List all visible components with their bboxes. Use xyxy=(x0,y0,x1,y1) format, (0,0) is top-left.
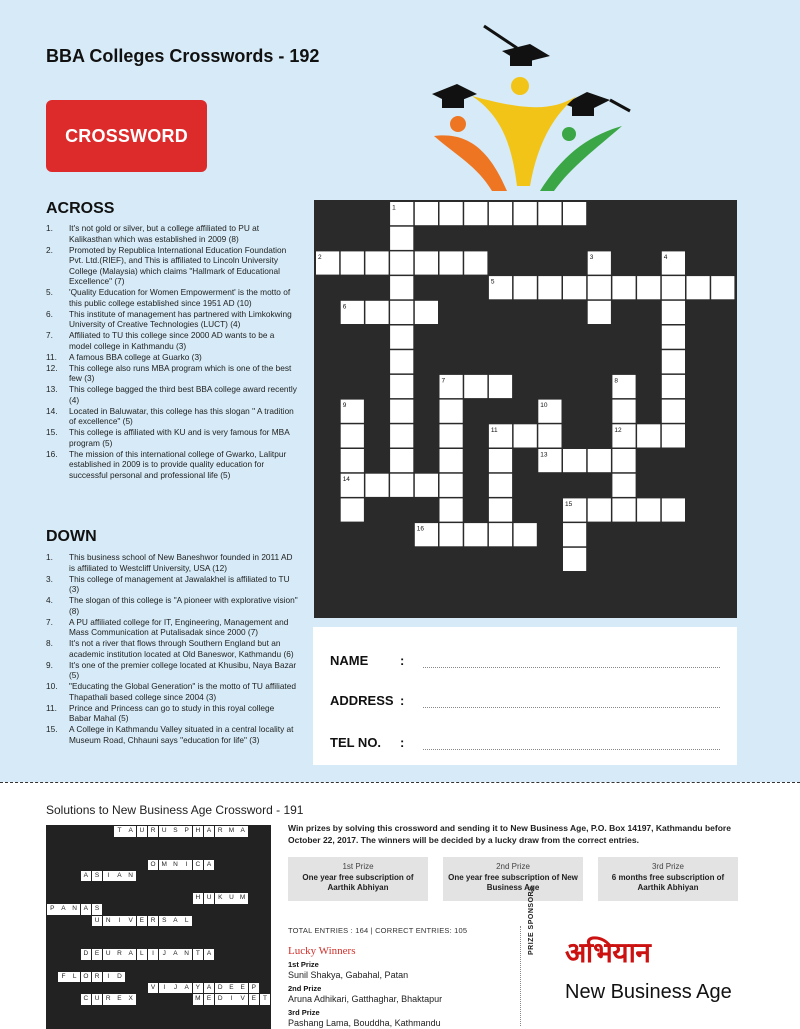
solution-cell: R xyxy=(148,826,159,837)
across-clue xyxy=(46,330,298,351)
grid-cell[interactable] xyxy=(464,375,487,398)
grid-cell[interactable] xyxy=(514,276,537,299)
solution-cell: I xyxy=(148,949,159,960)
clue-number: 8. xyxy=(46,638,53,648)
solution-cell: H xyxy=(193,893,204,904)
grid-cell[interactable] xyxy=(341,424,364,447)
grid-cell[interactable] xyxy=(662,350,685,373)
clue-text: This college bagged the third best BBA college award recently (4) xyxy=(69,384,297,405)
solution-cell: M xyxy=(193,994,204,1005)
grid-cell[interactable] xyxy=(612,474,635,497)
solution-cell: A xyxy=(204,983,215,994)
solution-cell: F xyxy=(58,972,69,983)
solution-cell: E xyxy=(237,983,248,994)
lucky-winners-title: Lucky Winners xyxy=(288,945,356,957)
graduation-cap-icon xyxy=(432,84,477,108)
tel-field[interactable] xyxy=(423,738,720,750)
clue-number: 13. xyxy=(46,384,58,394)
solution-cell: V xyxy=(148,983,159,994)
grid-cell[interactable] xyxy=(538,202,561,225)
grid-cell[interactable] xyxy=(440,424,463,447)
clue-number: 11. xyxy=(46,351,57,362)
grid-cell[interactable] xyxy=(514,202,537,225)
down-clue xyxy=(46,660,298,681)
down-clue xyxy=(46,617,298,638)
name-label: NAME xyxy=(330,653,369,668)
grid-cell[interactable] xyxy=(341,498,364,521)
clue-text: Located in Baluwatar, this college has this slogan " A tradition of excellence" (5) xyxy=(69,405,294,426)
down-clue xyxy=(46,638,298,659)
across-clue xyxy=(46,352,298,363)
across-clue xyxy=(46,287,298,308)
grid-number: 10 xyxy=(540,402,548,410)
solution-grid xyxy=(46,825,271,1029)
down-clue xyxy=(46,595,298,616)
grid-cell[interactable] xyxy=(440,202,463,225)
grid-number: 15 xyxy=(565,500,573,508)
grid-number: 5 xyxy=(490,278,495,286)
grid-cell[interactable] xyxy=(588,276,611,299)
grid-cell[interactable] xyxy=(687,276,710,299)
grid-cell[interactable] xyxy=(489,498,512,521)
clue-text: 'Quality Education for Women Empowerment' is the motto of this public college established since 1951 AD (10) xyxy=(69,287,291,308)
solution-cell: T xyxy=(193,949,204,960)
solution-cell: A xyxy=(170,949,181,960)
entry-form xyxy=(313,627,737,765)
solution-cell: D xyxy=(114,972,125,983)
prize-sponsors-label: PRIZE SPONSORS xyxy=(528,885,535,955)
winner-name: Pashang Lama, Bouddha, Kathmandu xyxy=(288,1018,441,1028)
across-heading: ACROSS xyxy=(46,200,115,217)
grid-cell[interactable] xyxy=(662,276,685,299)
solution-cell: E xyxy=(226,983,237,994)
across-clue xyxy=(46,309,298,330)
grid-number: 1 xyxy=(392,204,396,212)
grid-cell[interactable] xyxy=(390,251,413,274)
grid-cell[interactable] xyxy=(415,251,438,274)
clue-text: The mission of this international college of Gwarko, Lalitpur established in 2009 is to provide quality education for successful personal and professional life (5) xyxy=(69,448,287,480)
across-clue xyxy=(46,363,298,384)
grid-cell[interactable] xyxy=(440,449,463,472)
grid-cell[interactable] xyxy=(563,449,586,472)
grid-cell[interactable] xyxy=(415,202,438,225)
grid-number: 2 xyxy=(318,253,322,261)
solution-cell: M xyxy=(237,893,248,904)
clue-number: 1. xyxy=(46,552,53,562)
solution-cell: Y xyxy=(193,983,204,994)
solution-cell: E xyxy=(114,994,125,1005)
solution-cell: U xyxy=(137,826,148,837)
prize-desc: One year free subscription of New Business Age xyxy=(448,873,578,892)
solution-cell: N xyxy=(125,871,136,882)
solution-cell: U xyxy=(103,949,114,960)
grid-cell[interactable] xyxy=(489,523,512,546)
grid-cell[interactable] xyxy=(365,251,388,274)
grid-cell[interactable] xyxy=(440,474,463,497)
grid-cell[interactable] xyxy=(563,548,586,571)
grid-cell[interactable] xyxy=(588,301,611,324)
solution-cell: M xyxy=(159,860,170,871)
solution-cell: D xyxy=(81,949,92,960)
solution-cell: S xyxy=(92,904,103,915)
sponsor-divider xyxy=(520,926,521,1026)
winner-label: 2nd Prize xyxy=(288,984,322,993)
name-colon: : xyxy=(400,653,405,668)
solution-cell: I xyxy=(103,972,114,983)
solution-cell: R xyxy=(148,916,159,927)
solution-cell: A xyxy=(204,949,215,960)
solution-cell: I xyxy=(181,860,192,871)
across-clue xyxy=(46,384,298,405)
clue-number: 14. xyxy=(46,405,58,416)
sponsor-logo-new-business-age: New Business Age xyxy=(565,981,732,1003)
solution-cell: P xyxy=(47,904,58,915)
grid-cell[interactable] xyxy=(711,276,734,299)
clue-number: 9. xyxy=(46,659,53,670)
grid-cell[interactable] xyxy=(612,276,635,299)
grid-cell[interactable] xyxy=(390,276,413,299)
solution-cell: A xyxy=(204,860,215,871)
solution-cell: A xyxy=(237,826,248,837)
grid-cell[interactable] xyxy=(538,276,561,299)
grid-cell[interactable] xyxy=(588,449,611,472)
solution-cell: S xyxy=(159,916,170,927)
grid-number: 6 xyxy=(342,303,347,311)
clue-number: 2. xyxy=(46,244,53,255)
clue-number: 3. xyxy=(46,573,53,584)
solution-cell: L xyxy=(181,916,192,927)
grid-cell[interactable] xyxy=(440,523,463,546)
solution-cell: E xyxy=(249,994,260,1005)
grid-cell[interactable] xyxy=(390,227,413,250)
entries-count: TOTAL ENTRIES : 164 | CORRECT ENTRIES: 105 xyxy=(288,926,468,935)
prize-card-3 xyxy=(598,857,738,901)
down-clue-list xyxy=(46,552,298,746)
across-clue xyxy=(46,223,298,244)
grid-cell[interactable] xyxy=(341,449,364,472)
solutions-title: Solutions to New Business Age Crossword - 191 xyxy=(46,803,304,817)
clue-number: 6. xyxy=(46,308,53,319)
graduation-cap-icon xyxy=(484,26,550,66)
grid-cell[interactable] xyxy=(612,449,635,472)
grid-cell[interactable] xyxy=(390,474,413,497)
solution-cell: C xyxy=(193,860,204,871)
grid-cell[interactable] xyxy=(390,400,413,423)
solution-cell: R xyxy=(103,994,114,1005)
clue-text: This college also runs MBA program which is one of the best few (3) xyxy=(69,362,292,383)
promo-text: Win prizes by solving this crossword and sending it to New Business Age, P.O. Box 14197, Kathmandu before October 22, 2017. The winners will be decided by a lucky draw from the correct entries. xyxy=(288,823,731,845)
clue-text: This college is affiliated with KU and is very famous for MBA program (5) xyxy=(69,427,290,448)
grid-cell[interactable] xyxy=(365,301,388,324)
solution-cell: T xyxy=(260,994,271,1005)
grid-cell[interactable] xyxy=(464,202,487,225)
grid-cell[interactable] xyxy=(637,276,660,299)
solution-cell: L xyxy=(137,949,148,960)
graduation-cap-icon xyxy=(564,92,630,116)
solution-cell: T xyxy=(114,826,125,837)
across-clue xyxy=(46,427,298,448)
clue-text: Prince and Princess can go to study in this royal college Babar Mahal (5) xyxy=(69,702,275,723)
winner-name: Aruna Adhikari, Gatthaghar, Bhaktapur xyxy=(288,994,443,1004)
clue-text: The slogan of this college is "A pioneer with explorative vision" (8) xyxy=(69,595,298,616)
cut-line-divider xyxy=(0,782,800,783)
address-label: ADDRESS xyxy=(330,693,394,708)
clue-number: 1. xyxy=(46,223,53,233)
solution-cell: O xyxy=(81,972,92,983)
solution-cell: S xyxy=(170,826,181,837)
solution-cell: A xyxy=(81,871,92,882)
clue-number: 5. xyxy=(46,287,53,297)
down-clue xyxy=(46,703,298,724)
solution-cell: A xyxy=(58,904,69,915)
clue-text: Affiliated to TU this college since 2000 AD wants to be a model college in Kathmandu (3) xyxy=(69,330,275,351)
down-heading: DOWN xyxy=(46,528,97,545)
clue-number: 7. xyxy=(46,330,53,340)
grid-number: 13 xyxy=(540,451,548,459)
down-clue xyxy=(46,681,298,702)
grid-cell[interactable] xyxy=(489,474,512,497)
prize-card-2 xyxy=(443,857,583,901)
solution-cell: E xyxy=(92,949,103,960)
clue-text: It's one of the premier college located at Khusibu, Naya Bazar (5) xyxy=(69,659,297,680)
prize-desc: 6 months free subscription of Aarthik Abhiyan xyxy=(611,873,725,892)
solution-cell: I xyxy=(159,983,170,994)
grid-cell[interactable] xyxy=(662,326,685,349)
solution-cell: I xyxy=(114,916,125,927)
clue-text: This institute of management has partnered with Limkokwing University of Creative Technologies (LUCT) (4) xyxy=(69,308,292,329)
page-title: BBA Colleges Crosswords - 192 xyxy=(46,46,320,66)
tel-colon: : xyxy=(400,735,405,750)
grid-cell[interactable] xyxy=(489,202,512,225)
grid-cell[interactable] xyxy=(637,424,660,447)
grid-number: 9 xyxy=(342,402,347,410)
grid-number: 8 xyxy=(614,377,619,385)
grid-cell[interactable] xyxy=(662,375,685,398)
solution-cell: I xyxy=(103,871,114,882)
clue-number: 15. xyxy=(46,427,58,437)
clue-text: Promoted by Republica International Education Foundation Pvt. Ltd.(RIEF), and This is affiliated to Lincoln University College (Malaysia) which claims "Hallmark of Educational Excellence" (7) xyxy=(69,244,287,286)
grid-cell[interactable] xyxy=(489,449,512,472)
solution-cell: D xyxy=(215,994,226,1005)
solution-cell: A xyxy=(114,871,125,882)
solution-cell: X xyxy=(125,994,136,1005)
grid-cell[interactable] xyxy=(390,424,413,447)
grid-number: 14 xyxy=(342,476,350,484)
grid-number: 4 xyxy=(663,253,668,261)
grid-cell[interactable] xyxy=(538,424,561,447)
solution-cell: U xyxy=(92,916,103,927)
graduation-logo-icon xyxy=(412,16,642,196)
crossword-grid[interactable] xyxy=(314,200,737,618)
grid-cell[interactable] xyxy=(415,474,438,497)
solution-cell: U xyxy=(204,893,215,904)
clue-number: 10. xyxy=(46,681,58,691)
clue-number: 11. xyxy=(46,702,57,713)
solution-cell: K xyxy=(215,893,226,904)
grid-cell[interactable] xyxy=(390,375,413,398)
solution-cell: N xyxy=(69,904,80,915)
grid-cell[interactable] xyxy=(612,498,635,521)
solution-cell: U xyxy=(92,994,103,1005)
grid-cell[interactable] xyxy=(440,400,463,423)
address-field[interactable] xyxy=(423,696,720,708)
solution-cell: V xyxy=(237,994,248,1005)
solution-cell: R xyxy=(92,972,103,983)
grid-cell[interactable] xyxy=(563,523,586,546)
across-clue xyxy=(46,406,298,427)
clue-text: It's not a river that flows through Southern England but an academic institution located at Old Baneswor, Kathmandu (6) xyxy=(69,638,294,659)
solution-cell: A xyxy=(81,904,92,915)
clue-number: 4. xyxy=(46,595,53,605)
solution-cell: A xyxy=(125,949,136,960)
solution-cell: U xyxy=(159,826,170,837)
solution-cell: A xyxy=(125,826,136,837)
clue-text: A PU affiliated college for IT, Engineering, Management and Mass Communication at Putalisadak since 2000 (7) xyxy=(69,616,289,637)
solution-cell: H xyxy=(193,826,204,837)
prize-title: 2nd Prize xyxy=(496,862,530,871)
grid-cell[interactable] xyxy=(514,424,537,447)
prize-title: 3rd Prize xyxy=(651,862,684,871)
grid-cell[interactable] xyxy=(563,276,586,299)
across-clue xyxy=(46,245,298,287)
clue-text: "Educating the Global Generation" is the motto of TU affiliated Thapathali based college since 2004 (3) xyxy=(69,681,296,702)
grid-cell[interactable] xyxy=(440,498,463,521)
grid-number: 3 xyxy=(589,253,594,261)
prize-card-1 xyxy=(288,857,428,901)
address-colon: : xyxy=(400,693,405,708)
grid-cell[interactable] xyxy=(489,375,512,398)
solution-cell: P xyxy=(181,826,192,837)
solution-cell: D xyxy=(215,983,226,994)
grid-cell[interactable] xyxy=(514,523,537,546)
clue-text: A College in Kathmandu Valley situated in a central locality at Museum Road, Chhauni says "education for life" (3) xyxy=(69,724,294,745)
grid-cell[interactable] xyxy=(464,251,487,274)
crossword-badge: CROSSWORD xyxy=(46,100,207,172)
solution-cell: U xyxy=(226,893,237,904)
grid-cell[interactable] xyxy=(662,424,685,447)
sponsor-logo-abhiyan: अभियान xyxy=(565,936,651,969)
grid-cell[interactable] xyxy=(390,449,413,472)
grid-cell[interactable] xyxy=(390,301,413,324)
solution-cell: R xyxy=(114,949,125,960)
solution-cell: R xyxy=(215,826,226,837)
grid-cell[interactable] xyxy=(341,251,364,274)
clue-text: A famous BBA college at Guarko (3) xyxy=(69,351,202,362)
solution-cell: A xyxy=(181,983,192,994)
winner-label: 3rd Prize xyxy=(288,1008,320,1017)
grid-cell[interactable] xyxy=(365,474,388,497)
grid-number: 7 xyxy=(441,377,446,385)
down-clue xyxy=(46,574,298,595)
solution-cell: E xyxy=(204,994,215,1005)
grid-number: 12 xyxy=(614,426,622,434)
solution-cell: L xyxy=(69,972,80,983)
clue-text: This college of management at Jawalakhel is affiliated to TU (3) xyxy=(69,573,290,594)
solution-cell: J xyxy=(170,983,181,994)
solution-cell: V xyxy=(125,916,136,927)
prize-desc: One year free subscription of Aarthik Abhiyan xyxy=(302,873,414,892)
clue-text: This business school of New Baneshwor founded in 2011 AD is affiliated to Westcliff University, USA (12) xyxy=(69,552,293,573)
name-field[interactable] xyxy=(423,656,720,668)
clue-number: 7. xyxy=(46,616,53,627)
winner-name: Sunil Shakya, Gabahal, Patan xyxy=(288,970,409,980)
clue-text: It's not gold or silver, but a college affiliated to PU at Kalikasthan which was established in 2009 (8) xyxy=(69,223,260,244)
grid-cell[interactable] xyxy=(612,400,635,423)
grid-cell[interactable] xyxy=(588,498,611,521)
solution-cell: A xyxy=(170,916,181,927)
grid-number: 16 xyxy=(416,525,425,533)
solution-cell: E xyxy=(137,916,148,927)
grid-cell[interactable] xyxy=(440,251,463,274)
grid-cell[interactable] xyxy=(662,301,685,324)
clue-number: 15. xyxy=(46,724,58,734)
clue-number: 12. xyxy=(46,362,58,373)
solution-cell: M xyxy=(226,826,237,837)
grid-cell[interactable] xyxy=(662,498,685,521)
grid-number: 11 xyxy=(490,426,498,434)
grid-cell[interactable] xyxy=(390,326,413,349)
prize-title: 1st Prize xyxy=(342,862,374,871)
solution-cell: A xyxy=(204,826,215,837)
grid-cell[interactable] xyxy=(637,498,660,521)
winner-label: 1st Prize xyxy=(288,960,319,969)
clue-number: 16. xyxy=(46,448,58,459)
grid-cell[interactable] xyxy=(390,350,413,373)
solution-cell: I xyxy=(226,994,237,1005)
grid-cell[interactable] xyxy=(464,523,487,546)
grid-cell[interactable] xyxy=(415,301,438,324)
solution-cell: O xyxy=(148,860,159,871)
solution-cell: N xyxy=(170,860,181,871)
solution-cell: C xyxy=(81,994,92,1005)
across-clue-list xyxy=(46,223,298,481)
solution-cell: P xyxy=(249,983,260,994)
grid-cell[interactable] xyxy=(662,400,685,423)
solution-cell: N xyxy=(103,916,114,927)
down-clue xyxy=(46,724,298,745)
tel-label: TEL NO. xyxy=(330,735,382,750)
solution-cell: N xyxy=(181,949,192,960)
solution-cell: J xyxy=(159,949,170,960)
solution-cell: S xyxy=(92,871,103,882)
down-clue xyxy=(46,552,298,573)
grid-cell[interactable] xyxy=(563,202,586,225)
across-clue xyxy=(46,449,298,481)
